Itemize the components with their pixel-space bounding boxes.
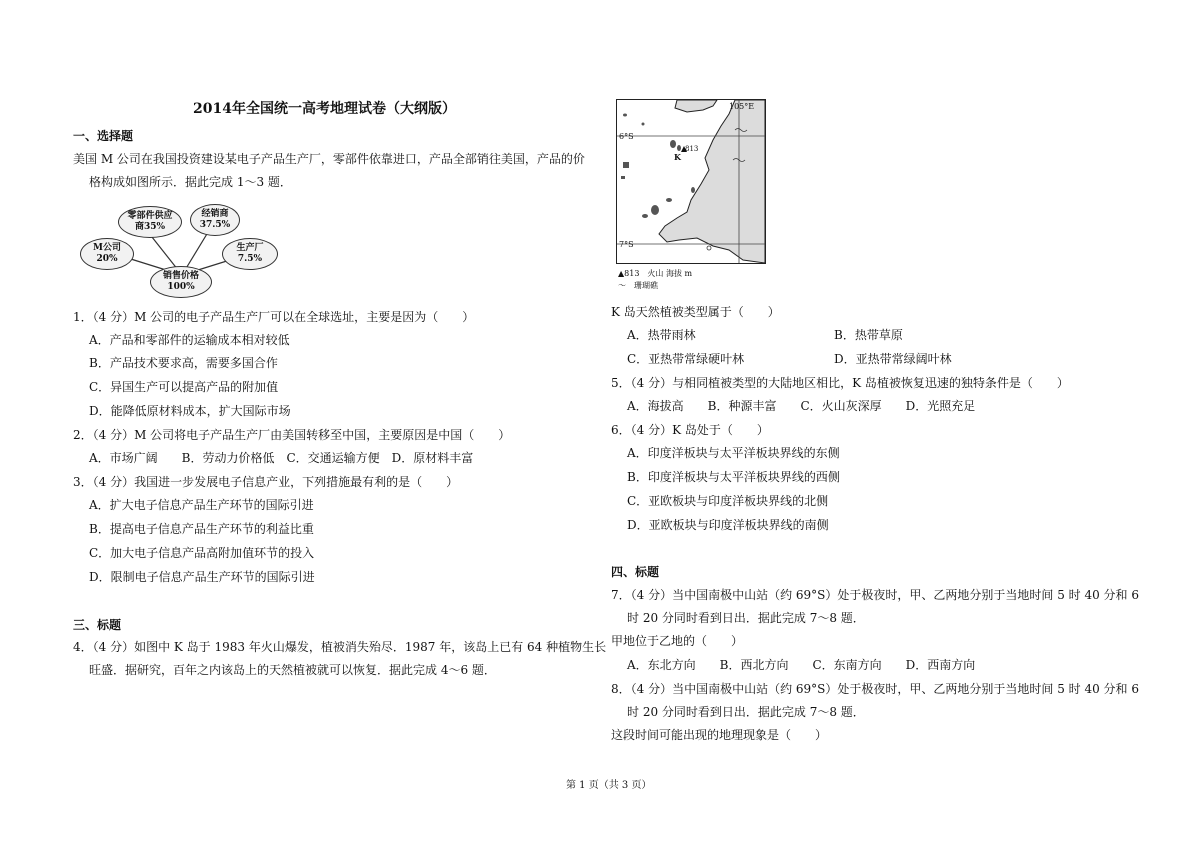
island-map xyxy=(616,99,766,264)
question-7-sub-stem: 甲地位于乙地的（ ） xyxy=(611,634,744,648)
map-island-label: K xyxy=(674,152,681,162)
question-1-option: B．产品技术要求高，需要多国合作 xyxy=(89,356,278,370)
question-2-options: A．市场广阔 B．劳动力价格低 C．交通运输方便 D．原材料丰富 xyxy=(89,451,474,465)
bubble-sales-price xyxy=(150,266,212,298)
bubble-parts-supplier xyxy=(118,206,182,238)
question-4-option: B．热带草原 xyxy=(834,328,903,342)
question-4-stem: 4．（4 分）如图中 K 岛于 1983 年火山爆发，植被消失殆尽．1987 年，该岛上已有 64 种植物生长 xyxy=(73,640,607,654)
question-5-options: A．海拔高 B．种源丰富 C．火山灰深厚 D．光照充足 xyxy=(627,399,976,413)
question-8-stem: 8．（4 分）当中国南极中山站（约 69°S）处于极夜时，甲、乙两地分别于当地时间 5 时 40 分和 6 xyxy=(611,682,1140,696)
question-1-option: C．异国生产可以提高产品的附加值 xyxy=(89,380,279,394)
question-3-option: D．限制电子信息产品生产环节的国际引进 xyxy=(89,570,315,584)
question-1-stem: 1．（4 分）M 公司的电子产品生产厂可以在全球选址，主要是因为（ ） xyxy=(73,310,475,324)
bubble-factory xyxy=(222,238,278,270)
map-legend-reef: 〜 珊瑚礁 xyxy=(618,281,658,290)
question-6-option: B．印度洋板块与太平洋板块界线的西侧 xyxy=(627,470,840,484)
question-7-stem: 时 20 分同时看到日出．据此完成 7～8 题． xyxy=(627,611,865,625)
question-3-option: B．提高电子信息产品生产环节的利益比重 xyxy=(89,522,314,536)
question-6-option: A．印度洋板块与太平洋板块界线的东侧 xyxy=(627,446,840,460)
bubble-value: 37.5% xyxy=(199,220,231,230)
bubble-label: 经销商 xyxy=(201,209,229,219)
bubble-value: 商35% xyxy=(134,222,166,232)
bubble-label: M公司 xyxy=(93,243,121,253)
map-latitude-label: 6°S xyxy=(619,132,634,141)
question-4-option: D．亚热带常绿阔叶林 xyxy=(834,352,952,366)
bubble-m-company xyxy=(80,238,134,270)
question-4-sub-stem: K 岛天然植被类型属于（ ） xyxy=(611,305,780,319)
section-heading-four: 四、标题 xyxy=(611,565,660,579)
question-2-stem: 2．（4 分）M 公司将电子产品生产厂由美国转移至中国，主要原因是中国（ ） xyxy=(73,428,511,442)
map-legend-volcano: ▲813 火山 海拔 m xyxy=(618,269,693,278)
map-drawing xyxy=(617,100,765,263)
bubble-label: 销售价格 xyxy=(162,271,199,281)
question-3-option: C．加大电子信息产品高附加值环节的投入 xyxy=(89,546,315,560)
question-6-option: C．亚欧板块与印度洋板块界线的北侧 xyxy=(627,494,829,508)
question-6-option: D．亚欧板块与印度洋板块界线的南侧 xyxy=(627,518,829,532)
bubble-dealer xyxy=(190,204,240,236)
bubble-value: 100% xyxy=(167,282,195,292)
intro-text: 美国 M 公司在我国投资建设某电子产品生产厂，零部件依靠进口，产品全部销往美国，产品的价 xyxy=(73,152,585,166)
question-3-option: A．扩大电子信息产品生产环节的国际引进 xyxy=(89,498,314,512)
bubble-value: 7.5% xyxy=(237,254,263,264)
section-heading-three: 三、标题 xyxy=(73,618,122,632)
price-diagram xyxy=(78,200,288,300)
question-4-stem: 旺盛．据研究，百年之内该岛上的天然植被就可以恢复．据此完成 4～6 题． xyxy=(89,663,496,677)
question-4-option: A．热带雨林 xyxy=(627,328,696,342)
question-1-option: A．产品和零部件的运输成本相对较低 xyxy=(89,333,290,347)
map-latitude-label: 7°S xyxy=(619,240,634,249)
question-3-stem: 3．（4 分）我国进一步发展电子信息产业，下列措施最有利的是（ ） xyxy=(73,475,459,489)
bubble-label: 生产厂 xyxy=(236,243,264,253)
map-longitude-label: 105°E xyxy=(729,102,755,111)
question-8-sub-stem: 这段时间可能出现的地理现象是（ ） xyxy=(611,728,828,742)
intro-text: 格构成如图所示．据此完成 1～3 题． xyxy=(89,175,292,189)
bubble-value: 20% xyxy=(96,254,118,264)
question-5-stem: 5．（4 分）与相同植被类型的大陆地区相比，K 岛植被恢复迅速的独特条件是（ ） xyxy=(611,376,1069,390)
question-8-stem: 时 20 分同时看到日出．据此完成 7～8 题． xyxy=(627,705,865,719)
question-7-options: A．东北方向 B．西北方向 C．东南方向 D．西南方向 xyxy=(627,658,976,672)
bubble-label: 零部件供应 xyxy=(127,211,173,221)
question-4-option: C．亚热带常绿硬叶林 xyxy=(627,352,745,366)
question-1-option: D．能降低原材料成本，扩大国际市场 xyxy=(89,404,291,418)
question-7-stem: 7．（4 分）当中国南极中山站（约 69°S）处于极夜时，甲、乙两地分别于当地时间 5 时 40 分和 6 xyxy=(611,588,1140,602)
map-height-label: 813 xyxy=(685,145,699,153)
question-6-stem: 6．（4 分）K 岛处于（ ） xyxy=(611,423,769,437)
page-title: 2014年全国统一高考地理试卷（大纲版） xyxy=(193,101,456,117)
page-number: 第 1 页（共 3 页） xyxy=(566,780,652,791)
section-heading-choice: 一、选择题 xyxy=(73,129,134,143)
